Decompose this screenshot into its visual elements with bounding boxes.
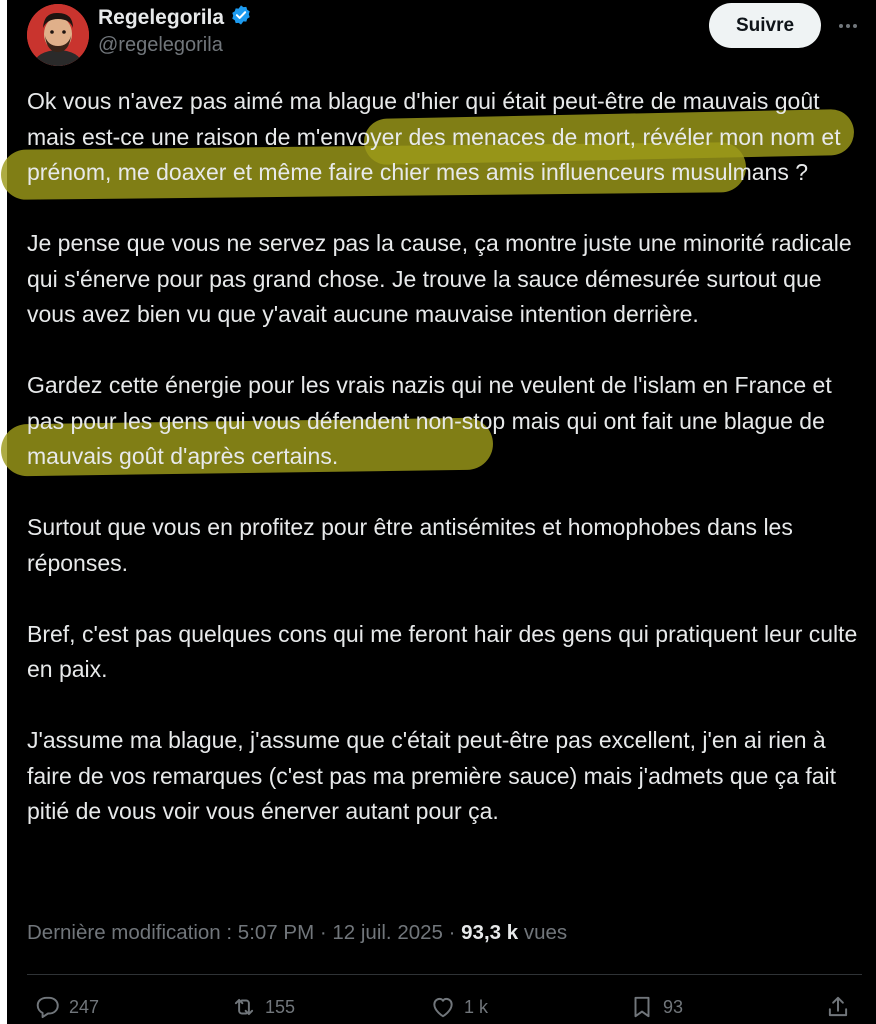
views-count: 93,3 k [461, 921, 519, 944]
like-button[interactable] [430, 994, 488, 1020]
reply-icon [35, 994, 61, 1020]
tweet-paragraph-5: Bref, c'est pas quelques cons qui me feront hair des gens qui pratiquent leur culte en paix. [27, 620, 858, 682]
tweet-date[interactable]: 12 juil. 2025 [332, 921, 443, 944]
avatar-image [27, 4, 89, 66]
tweet-container [7, 0, 876, 1024]
tweet-paragraph-2: Je pense que vous ne servez pas la cause, ça montre juste une minorité radicale qui s'énerve pour pas grand chose. Je trouve la sauce démesurée surtout que vous avez bien vu que y'avait aucune mauvaise intention derrière. [27, 230, 852, 327]
tweet-time[interactable]: 5:07 PM [237, 921, 315, 944]
follow-button[interactable]: Suivre [709, 3, 821, 48]
tweet-paragraph-3: Gardez cette énergie pour les vrais nazis qui ne veulent de l'islam en France et pas pour les gens qui vous défendent non-stop mais qui ont fait une blague de mauvais goût d'après certains. [27, 372, 832, 469]
bookmark-icon [629, 994, 655, 1020]
avatar[interactable] [27, 4, 89, 66]
tweet-metadata [27, 921, 567, 945]
share-button[interactable] [825, 994, 851, 1020]
author-handle[interactable]: @regelegorila [98, 34, 223, 56]
bookmark-button[interactable] [629, 994, 683, 1020]
tweet-actions-bar [7, 994, 876, 1024]
author-display-name[interactable]: Regelegorila [98, 5, 225, 29]
divider [27, 974, 862, 975]
more-options-icon[interactable] [833, 14, 863, 38]
like-count: 1 k [464, 996, 489, 1017]
edited-label[interactable]: Dernière modification : [27, 921, 238, 944]
meta-separator: · [314, 921, 333, 944]
reply-count: 247 [69, 996, 100, 1017]
tweet-text [27, 84, 867, 865]
share-icon [825, 994, 851, 1020]
retweet-icon [231, 994, 257, 1020]
verified-badge-icon [230, 4, 252, 31]
tweet-paragraph-4: Surtout que vous en profitez pour être antisémites et homophobes dans les réponses. [27, 514, 793, 576]
retweet-count: 155 [265, 996, 296, 1017]
views-label: vues [518, 921, 568, 944]
meta-separator: · [442, 921, 462, 944]
bookmark-count: 93 [663, 996, 684, 1017]
author-name-row [98, 4, 252, 31]
tweet-paragraph-1: Ok vous n'avez pas aimé ma blague d'hier qui était peut-être de mauvais goût mais est-ce une raison de m'envoyer des menaces de mort, révéler mon nom et prénom, me doaxer et même faire chier mes amis influenceurs musulmans ? [27, 88, 841, 185]
reply-button[interactable] [35, 994, 99, 1020]
retweet-button[interactable] [231, 994, 295, 1020]
heart-icon [430, 994, 456, 1020]
tweet-paragraph-6: J'assume ma blague, j'assume que c'était peut-être pas excellent, j'en ai rien à faire de vos remarques (c'est pas ma première sauce) mais j'admets que ça fait pitié de vous voir vous énerver autant pour ça. [27, 727, 837, 824]
